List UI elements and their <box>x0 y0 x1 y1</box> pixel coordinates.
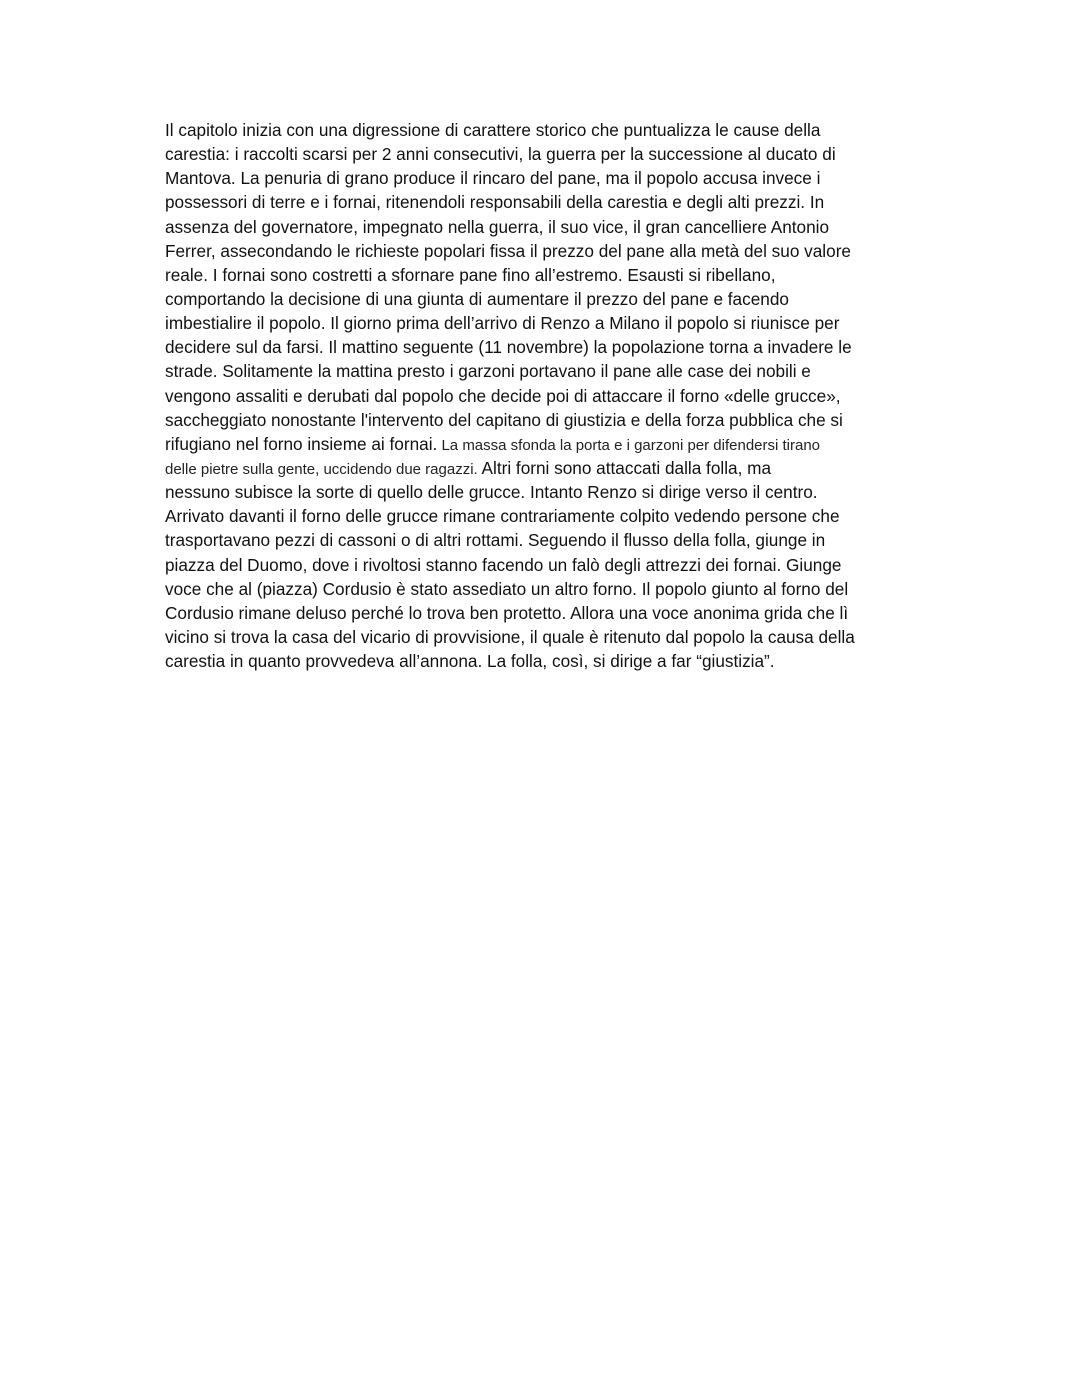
body-paragraph <box>165 118 910 673</box>
text-line: Arrivato davanti il forno delle grucce rimane contrariamente colpito vedendo persone che <box>165 506 840 527</box>
text-line: nessuno subisce la sorte di quello delle grucce. Intanto Renzo si dirige verso il centro. <box>165 482 818 503</box>
text-line: Cordusio rimane deluso perché lo trova ben protetto. Allora una voce anonima grida che lì <box>165 602 849 623</box>
text-line: rifugiano nel forno insieme ai fornai. La massa sfonda la porta e i garzoni per difendersi tirano <box>165 433 821 454</box>
text-line: Il capitolo inizia con una digressione di carattere storico che puntualizza le cause della <box>165 120 821 140</box>
text-line: trasportavano pezzi di cassoni o di altri rottami. Seguendo il flusso della folla, giunge in <box>165 530 826 551</box>
text-line: vicino si trova la casa del vicario di provvisione, il quale è ritenuto dal popolo la causa della <box>165 626 855 647</box>
text-line: Ferrer, assecondando le richieste popolari fissa il prezzo del pane alla metà del suo valore <box>165 240 851 261</box>
text-line: voce che al (piazza) Cordusio è stato assediato un altro forno. Il popolo giunto al forno del <box>165 578 849 599</box>
text-line: decidere sul da farsi. Il mattino seguente (11 novembre) la popolazione torna a invadere le <box>165 337 852 358</box>
text-line: saccheggiato nonostante l'intervento del capitano di giustizia e della forza pubblica che si <box>165 409 843 430</box>
text-line: delle pietre sulla gente, uccidendo due ragazzi. Altri forni sono attaccati dalla folla, ma <box>165 457 772 478</box>
text-line: carestia: i raccolti scarsi per 2 anni consecutivi, la guerra per la successione al ducato di <box>165 144 836 165</box>
text-line: piazza del Duomo, dove i rivoltosi stanno facendo un falò degli attrezzi dei fornai. Giunge <box>165 554 842 575</box>
text-line: comportando la decisione di una giunta di aumentare il prezzo del pane e facendo <box>165 288 789 309</box>
text-line: reale. I fornai sono costretti a sfornare pane fino all’estremo. Esausti si ribellano, <box>165 264 776 285</box>
inserted-text-segment: La massa sfonda la porta e i garzoni per difendersi tirano <box>437 436 821 454</box>
text-line: carestia in quanto provvedeva all’annona. La folla, così, si dirige a far “giustizia”. <box>165 651 775 672</box>
text-line: strade. Solitamente la mattina presto i garzoni portavano il pane alle case dei nobili e <box>165 361 811 382</box>
text-line: imbestialire il popolo. Il giorno prima dell’arrivo di Renzo a Milano il popolo si riunisce per <box>165 313 840 334</box>
text-line: assenza del governatore, impegnato nella guerra, il suo vice, il gran cancelliere Antonio <box>165 216 830 237</box>
text-line: vengono assaliti e derubati dal popolo che decide poi di attaccare il forno «delle grucce», <box>165 385 841 406</box>
inserted-text-segment: delle pietre sulla gente, uccidendo due ragazzi. <box>165 460 478 478</box>
text-line: possessori di terre e i fornai, ritenendoli responsabili della carestia e degli alti prezzi. In <box>165 192 825 213</box>
text-line: Mantova. La penuria di grano produce il rincaro del pane, ma il popolo accusa invece i <box>165 168 821 189</box>
